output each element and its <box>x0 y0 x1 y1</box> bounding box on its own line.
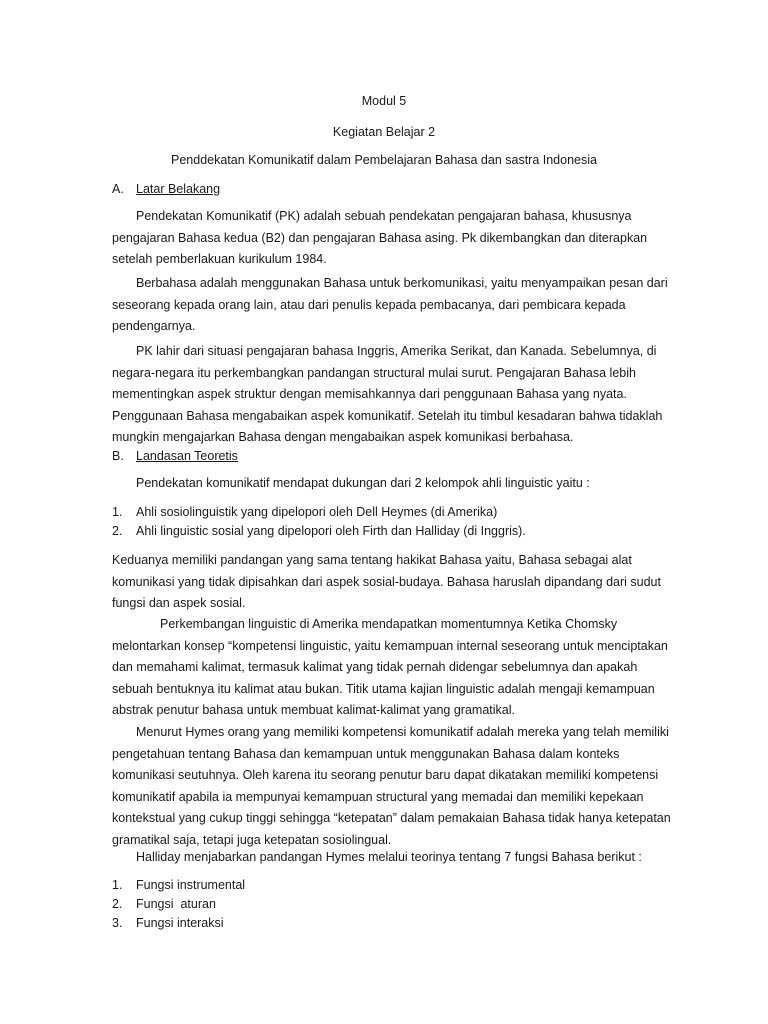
paragraph-support-intro: Pendekatan komunikatif mendapat dukungan dari 2 kelompok ahli linguistic yaitu : <box>136 476 590 490</box>
language-functions-list <box>112 876 674 933</box>
expert-groups-list <box>112 503 674 541</box>
list-item: 2. Fungsi aturan <box>112 897 216 911</box>
section-b-number: B. <box>112 449 124 463</box>
activity-label: Kegiatan Belajar 2 <box>332 125 436 139</box>
list-item: 2. Ahli linguistic sosial yang dipelopori oleh Firth dan Halliday (di Inggris). <box>112 524 526 538</box>
section-b-heading <box>112 447 238 465</box>
paragraph-berbahasa: Berbahasa adalah menggunakan Bahasa untuk berkomunikasi, yaitu menyampaikan pesan dari seseorang kepada orang lain, atau dari penulis kepada pembacanya, dari pembicara kepada pendengarnya. <box>112 276 668 334</box>
module-label: Modul 5 <box>361 94 407 108</box>
section-b-title: Landasan Teoretis <box>136 449 238 463</box>
section-a-title: Latar Belakang <box>136 182 221 196</box>
section-a-heading <box>112 180 220 198</box>
section-a-number: A. <box>112 182 124 196</box>
paragraph-pk-origin: PK lahir dari situasi pengajaran bahasa Inggris, Amerika Serikat, dan Kanada. Sebelumnya, di negara-negara itu perkembangkan pandangan structural mulai surut. Pengajaran Bahasa lebih mementingkan aspek struktur dengan memisahkannya dari penggunaan Bahasa yang nyata. Penggunaan Bahasa mengabaikan aspek komunikatif. Setelah itu timbul kesadaran bahwa tidaklah mungkin mengajarkan Bahasa dengan mengabaikan aspek komunikasi berbahasa. <box>112 344 663 445</box>
paragraph-pk-definition: Pendekatan Komunikatif (PK) adalah sebuah pendekatan pengajaran bahasa, khususnya pengajaran Bahasa kedua (B2) dan pengajaran Bahasa asing. Pk dikembangkan dan diterapkan setelah pemberlakuan kurikulum 1984. <box>112 209 648 267</box>
document-title: Penddekatan Komunikatif dalam Pembelajaran Bahasa dan sastra Indonesia <box>171 153 597 167</box>
paragraph-halliday: Halliday menjabarkan pandangan Hymes melalui teorinya tentang 7 fungsi Bahasa berikut : <box>136 850 642 864</box>
list-item: 3. Fungsi interaksi <box>112 916 224 930</box>
list-item: 1. Fungsi instrumental <box>112 878 246 892</box>
paragraph-chomsky: Perkembangan linguistic di Amerika mendapatkan momentumnya Ketika Chomsky melontarkan konsep “kompetensi linguistic, yaitu kemampuan internal seseorang untuk menciptakan dan memahami kalimat, termasuk kalimat yang tidak pernah didengar sebelumnya dan apakah sebuah bentuknya itu kalimat atau bukan. Titik utama kajian linguistic adalah mengaji kemampuan abstrak penutur bahasa untuk membuat kalimat-kalimat yang gramatikal. <box>112 617 668 718</box>
paragraph-keduanya: Keduanya memiliki pandangan yang sama tentang hakikat Bahasa yaitu, Bahasa sebagai alat komunikasi yang tidak dipisahkan dari aspek sosial-budaya. Bahasa haruslah dipandang dari sudut fungsi dan aspek sosial. <box>112 553 661 611</box>
paragraph-hymes: Menurut Hymes orang yang memiliki kompetensi komunikatif adalah mereka yang telah memiliki pengetahuan tentang Bahasa dan kemampuan untuk menggunakan Bahasa dalam konteks komunikasi seutuhnya. Oleh karena itu seorang penutur baru dapat dikatakan memiliki kompetensi komunikatif apabila ia mempunyai kemampuan structural yang memadai dan memiliki kepekaan kontekstual yang cukup tinggi sehingga “ketepatan” dalam pemakaian Bahasa tidak hanya ketepatan gramatikal saja, tetapi juga ketepatan sosiolingual. <box>112 725 671 847</box>
list-item: 1. Ahli sosiolinguistik yang dipelopori oleh Dell Heymes (di Amerika) <box>112 505 498 519</box>
